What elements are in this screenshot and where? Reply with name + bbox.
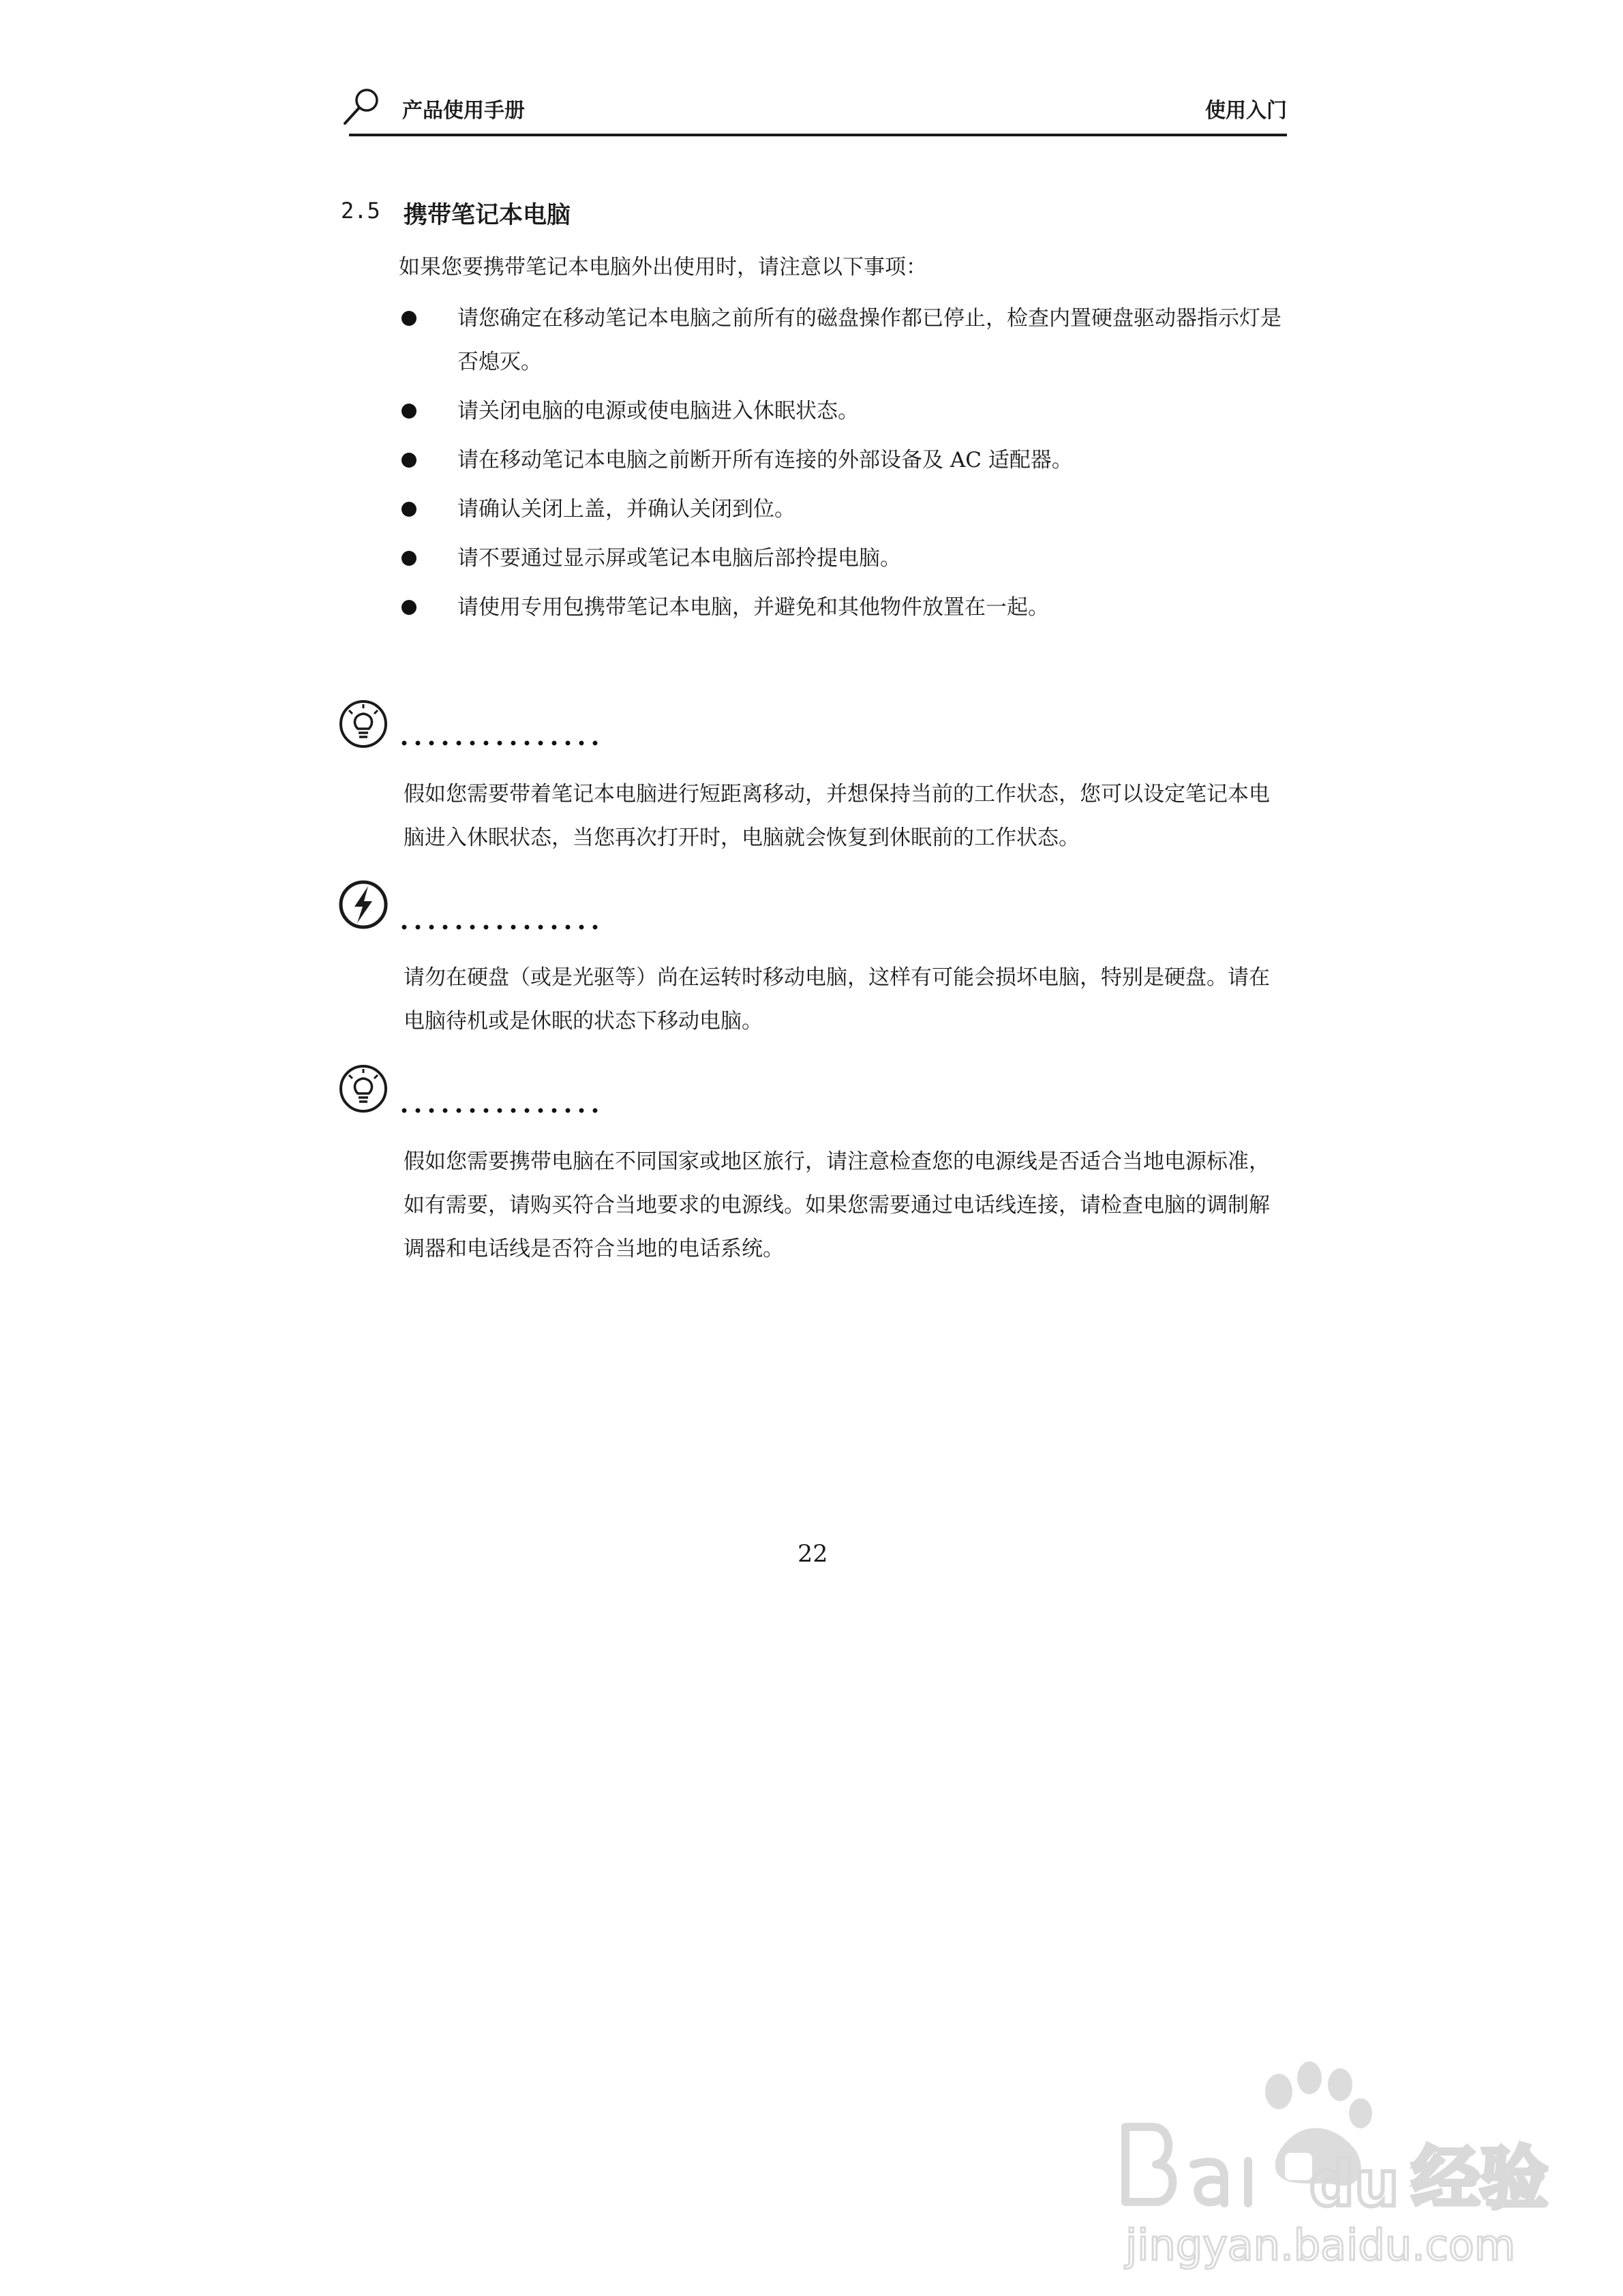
chapter-title: 使用入门: [1205, 99, 1287, 123]
manual-title: 产品使用手册: [402, 99, 525, 123]
section-title: 携带笔记本电脑: [404, 202, 571, 229]
bullet-icon: [401, 600, 416, 615]
list-item-text: 请不要通过显示屏或笔记本电脑后部拎提电脑。: [457, 546, 901, 571]
page-number: 22: [798, 1541, 828, 1568]
list-item: [399, 537, 1299, 580]
bullet-icon: [401, 453, 416, 468]
header-rule: [349, 134, 1287, 136]
note-text: 假如您需要携带电脑在不同国家或地区旅行，请注意检查您的电源线是否适合当地电源标准，如有需要，请购买符合当地要求的电源线。如果您需要通过电话线连接，请检查电脑的调制解调器和电话线是否符合当地的电话系统。: [404, 1149, 1270, 1261]
baidu-jingyan-watermark: [1105, 2052, 1596, 2270]
list-item-text: 请确认关闭上盖，并确认关闭到位。: [457, 497, 795, 522]
bullet-icon: [401, 502, 416, 517]
dotted-separator: [397, 1108, 602, 1113]
list-item: [399, 586, 1299, 629]
svg-text:jingyan.baidu.com: jingyan.baidu.com: [1125, 2220, 1516, 2270]
list-item-text: 请您确定在移动笔记本电脑之前所有的磁盘操作都已停止，检查内置硬盘驱动器指示灯是否熄灭。: [457, 306, 1281, 374]
note-text: 假如您需要带着笔记本电脑进行短距离移动，并想保持当前的工作状态，您可以设定笔记本电脑进入休眠状态，当您再次打开时，电脑就会恢复到休眠前的工作状态。: [404, 782, 1270, 850]
section-number: 2.5: [341, 198, 380, 224]
bullet-icon: [401, 404, 416, 419]
svg-text:经验: 经验: [1412, 2139, 1548, 2218]
svg-text:du: du: [1309, 2147, 1399, 2220]
lightbulb-icon: [338, 1063, 389, 1114]
section-intro: 如果您要携带笔记本电脑外出使用时，请注意以下事项：: [399, 255, 927, 280]
magnifier-icon: [341, 85, 383, 127]
list-item: [399, 487, 1299, 531]
note-text: 请勿在硬盘（或是光驱等）尚在运转时移动电脑，这样有可能会损坏电脑，特别是硬盘。请在电脑待机或是休眠的状态下移动电脑。: [404, 965, 1270, 1033]
list-item: [399, 297, 1299, 384]
lightning-warning-icon: [338, 879, 389, 930]
bullet-icon: [401, 551, 416, 566]
list-item-text: 请在移动笔记本电脑之前断开所有连接的外部设备及 AC 适配器。: [457, 448, 1073, 472]
dotted-separator: [397, 924, 602, 930]
lightbulb-icon: [338, 699, 389, 749]
list-item-text: 请关闭电脑的电源或使电脑进入休眠状态。: [457, 399, 859, 423]
list-item: [399, 389, 1299, 433]
list-item: [399, 438, 1299, 482]
bullet-icon: [401, 311, 416, 326]
precaution-list: [399, 297, 1299, 635]
list-item-text: 请使用专用包携带笔记本电脑，并避免和其他物件放置在一起。: [457, 595, 1049, 620]
dotted-separator: [397, 740, 602, 746]
